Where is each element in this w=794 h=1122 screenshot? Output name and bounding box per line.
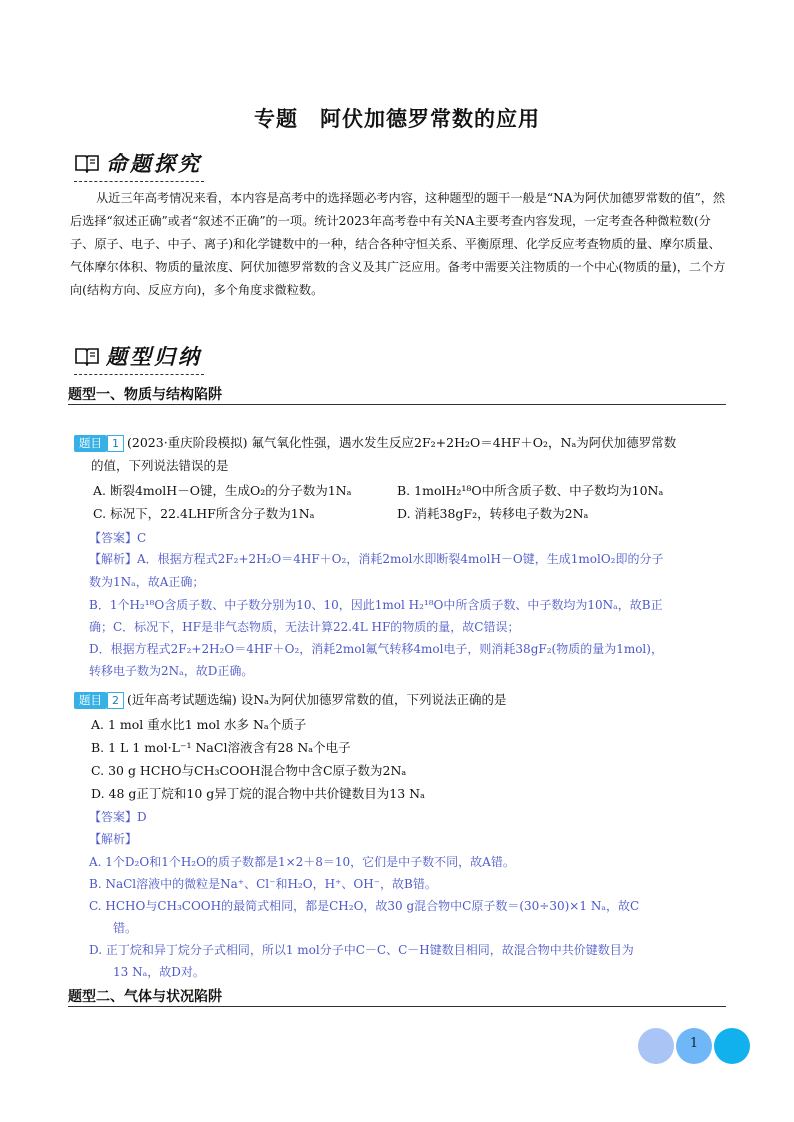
- section-header-explore: [74, 146, 202, 180]
- explanation-line: D. 正丁烷和异丁烷分子式相同，所以1 mol分子中C－C、C－H键数目相同，故混合物中共价键数目为: [89, 943, 634, 957]
- explanation-line: B．1个H₂¹⁸O含质子数、中子数分别为10、10，因此1mol H₂¹⁸O中所含质子数、中子数均为10Nₐ，故B正: [89, 598, 663, 612]
- explanation-head: 【解析】: [89, 832, 138, 846]
- type-divider: [68, 404, 726, 405]
- option-b: B. 1 L 1 mol·L⁻¹ NaCl溶液含有28 Nₐ个电子: [91, 740, 351, 755]
- option-d: D. 48 g正丁烷和10 g异丁烷的混合物中共价键数目为13 Nₐ: [91, 786, 425, 801]
- explanation-line: 转移电子数为2Nₐ，故D正确。: [89, 664, 254, 678]
- type-divider: [68, 1006, 726, 1007]
- option-a: A. 断裂4molH－O键，生成O₂的分子数为1Nₐ: [93, 483, 352, 498]
- question-1-stem: [74, 432, 734, 454]
- explanation-line: A. 1个D₂O和1个H₂O的质子数都是1×2＋8＝10，它们是中子数不同，故A错。: [89, 855, 515, 869]
- question-1-stem-cont: 的值，下列说法错误的是: [91, 458, 229, 473]
- section-label: 题型归纳: [106, 345, 202, 369]
- question-number: 2: [107, 692, 124, 709]
- type-heading-1: 题型一、物质与结构陷阱: [68, 387, 222, 403]
- explanation-line: 错。: [89, 921, 138, 935]
- section-label: 命题探究: [106, 152, 202, 176]
- question-text: (2023·重庆阶段模拟) 氟气氧化性强，遇水发生反应2F₂+2H₂O＝4HF＋O₂，Nₐ为阿伏加德罗常数: [127, 435, 677, 450]
- page-number: 1: [689, 1036, 699, 1051]
- explanation-line: B. NaCl溶液中的微粒是Na⁺、Cl⁻和H₂O，H⁺、OH⁻，故B错。: [89, 877, 437, 891]
- question-badge: 题目: [74, 435, 107, 452]
- section-header-induction: [74, 339, 202, 373]
- type-heading-2: 题型二、气体与状况陷阱: [68, 989, 222, 1005]
- page-title: 专题 阿伏加德罗常数的应用: [254, 107, 540, 131]
- explanation-line: 【解析】A．根据方程式2F₂+2H₂O＝4HF＋O₂，消耗2mol水即断裂4molH－O键，生成1molO₂即的分子: [89, 552, 664, 566]
- explanation-line: 13 Nₐ，故D对。: [89, 965, 205, 979]
- option-c: C. 30 g HCHO与CH₃COOH混合物中含C原子数为2Nₐ: [91, 763, 407, 778]
- intro-paragraph: 从近三年高考情况来看，本内容是高考中的选择题必考内容，这种题型的题干一般是“NA为阿伏加德罗常数的值”，然后选择“叙述正确”或者“叙述不正确”的一项。统计2023年高考卷中有关NA主要考查内容发现，一定考查各种微粒数(分子、原子、电子、中子、离子)和化学键数中的一种，结合各种守恒关系、平衡原理、化学反应考查物质的量、摩尔质量、气体摩尔体积、物质的量浓度、阿伏加德罗常数的含义及其广泛应用。备考中需要关注物质的一个中心(物质的量)，二个方向(结构方向、反应方向)，多个角度求微粒数。: [70, 191, 726, 297]
- explanation-line: D．根据方程式2F₂+2H₂O＝4HF＋O₂，消耗2mol氟气转移4mol电子，则消耗38gF₂(物质的量为1mol)，: [89, 642, 663, 656]
- book-icon: [74, 153, 100, 173]
- book-icon: [74, 346, 100, 366]
- option-c: C. 标况下，22.4LHF所含分子数为1Nₐ: [93, 506, 315, 521]
- option-a: A. 1 mol 重水比1 mol 水多 Nₐ个质子: [91, 717, 307, 732]
- page-circle-right: [714, 1028, 750, 1064]
- answer: 【答案】C: [89, 531, 147, 545]
- explanation-line: 数为1Nₐ，故A正确；: [89, 575, 205, 589]
- answer: 【答案】D: [89, 810, 147, 824]
- question-2-stem: [74, 689, 734, 711]
- option-b: B. 1molH₂¹⁸O中所含质子数、中子数均为10Nₐ: [397, 483, 664, 498]
- question-text: (近年高考试题选编) 设Nₐ为阿伏加德罗常数的值，下列说法正确的是: [127, 692, 507, 707]
- question-number: 1: [107, 435, 124, 452]
- question-badge: 题目: [74, 692, 107, 709]
- option-d: D. 消耗38gF₂，转移电子数为2Nₐ: [397, 506, 589, 521]
- explanation-line: 确；C．标况下，HF是非气态物质，无法计算22.4L HF的物质的量，故C错误；: [89, 620, 520, 634]
- section-divider: [74, 181, 204, 182]
- page-circle-left: [638, 1028, 674, 1064]
- explanation-line: C. HCHO与CH₃COOH的最简式相同，都是CH₂O，故30 g混合物中C原子数＝(30÷30)×1 Nₐ，故C: [89, 899, 640, 913]
- section-divider: [74, 374, 204, 375]
